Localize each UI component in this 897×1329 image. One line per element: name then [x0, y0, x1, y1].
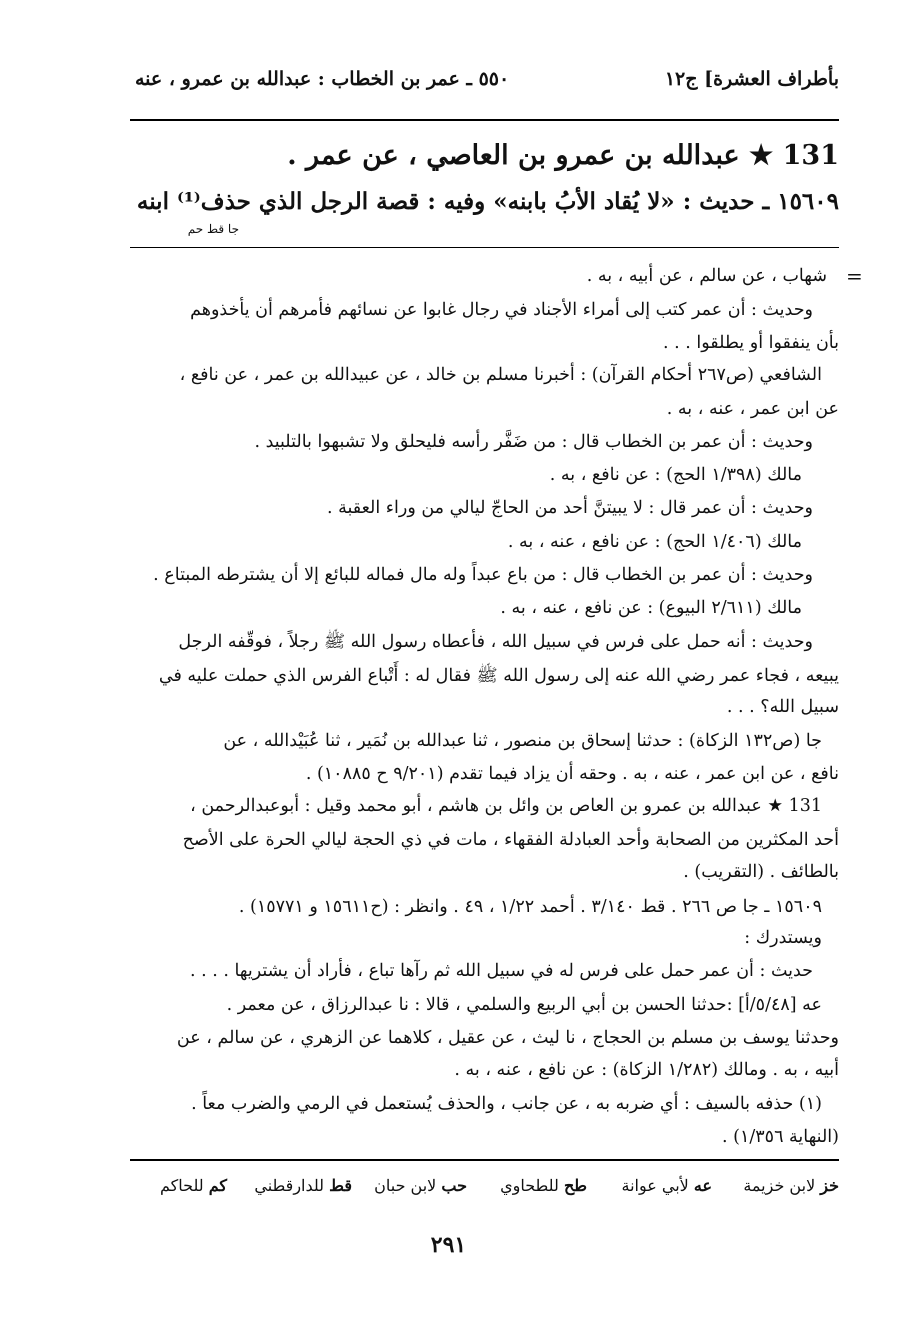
header-section-title: ٥٥٠ ـ عمر بن الخطاب : عبدالله بن عمرو ، عنه: [135, 68, 510, 90]
body-line: سبيل الله؟ . . .: [726, 697, 839, 717]
body-line: يبيعه ، فجاء عمر رضي الله عنه إلى رسول الله ﷺ فقال له : أَتْباع الفرس الذي حملت عليه في: [158, 666, 839, 686]
body-line: عه [٥/٤٨/أ] :حدثنا الحسن بن أبي الربيع والسلمي ، قالا : نا عبدالرزاق ، عن معمر .: [226, 995, 822, 1015]
body-line: ويستدرك :: [744, 928, 822, 948]
header-rule: [130, 119, 839, 121]
musnad-title: 131 ★ عبدالله بن عمرو بن العاصي ، عن عمر .: [287, 140, 839, 171]
body-line: وحديث : أن عمر كتب إلى أمراء الأجناد في رجال غابوا عن نسائهم فأمرهم أن يأخذوهم: [190, 300, 813, 320]
header-book-title: بأطراف العشرة] ج١٢: [664, 68, 839, 90]
body-line: 131 ★ عبدالله بن عمرو بن العاص بن وائل بن هاشم ، أبو محمد وقيل : أبوعبدالرحمن ،: [190, 796, 822, 816]
hadith-sources: جا قط حم: [187, 222, 239, 236]
body-line: أحد المكثرين من الصحابة وأحد العبادلة الفقهاء ، مات في ذي الحجة ليالي الحرة على الأصح: [182, 830, 839, 850]
body-line: مالك (١/٣٩٨ الحج) : عن نافع ، به .: [549, 465, 802, 485]
abbr-item: عه لأبي عوانة: [621, 1176, 712, 1195]
body-line: ١٥٦٠٩ ـ جا ص ٢٦٦ . قط ٣/١٤٠ . أحمد ١/٢٢ ، ٤٩ . وانظر : (ح١٥٦١١ و ١٥٧٧١) .: [238, 897, 822, 917]
footnote-line: (١) حذفه بالسيف : أي ضربه به ، عن جانب ، والحذف يُستعمل في الرمي والضرب معاً .: [191, 1094, 822, 1114]
body-line: شهاب ، عن سالم ، عن أبيه ، به .: [586, 266, 827, 286]
top-divider: [130, 247, 839, 248]
page-number: ٢٩١: [430, 1232, 467, 1258]
body-line: نافع ، عن ابن عمر ، عنه ، به . وحقه أن يزاد فيما تقدم (٩/٢٠١ ح ١٠٨٨٥) .: [305, 764, 839, 784]
body-line: أبيه ، به . ومالك (١/٢٨٢ الزكاة) : عن نافع ، عنه ، به .: [454, 1060, 839, 1080]
body-line: وحدثنا يوسف بن مسلم بن الحجاج ، نا ليث ، عن عقيل ، كلاهما عن الزهري ، عن سالم ، عن: [176, 1028, 839, 1048]
body-line: مالك (١/٤٠٦ الحج) : عن نافع ، عنه ، به .: [507, 532, 802, 552]
abbr-item: خز لابن خزيمة: [743, 1176, 839, 1195]
abbr-item: قط للدارقطني: [254, 1176, 352, 1195]
footer-rule: [130, 1159, 839, 1161]
abbr-item: طح للطحاوي: [500, 1176, 587, 1195]
body-line: وحديث : أن عمر بن الخطاب قال : من باع عبداً وله مال فماله للبائع إلا أن يشترطه المبتاع .: [153, 565, 813, 585]
body-line: عن ابن عمر ، عنه ، به .: [666, 399, 839, 419]
continuation-mark: =: [846, 264, 863, 288]
body-line: وحديث : أن عمر قال : لا يبيتنَّ أحد من الحاجّ ليالي من وراء العقبة .: [326, 498, 813, 518]
hadith-title: ١٥٦٠٩ ـ حديث : «لا يُقاد الأبُ بابنه» وفيه : قصة الرجل الذي حذف⁽¹⁾ ابنه: [136, 188, 839, 215]
abbr-item: كم للحاكم: [160, 1176, 227, 1195]
body-line: حديث : أن عمر حمل على فرس له في سبيل الله ثم رآها تباع ، فأراد أن يشتريها . . . .: [189, 961, 813, 981]
footnote-line: (النهاية ١/٣٥٦) .: [722, 1127, 839, 1147]
body-line: وحديث : أن عمر بن الخطاب قال : من ضَفَّر رأسه فليحلق ولا تشبهوا بالتلبيد .: [254, 432, 813, 452]
body-line: الشافعي (ص٢٦٧ أحكام القرآن) : أخبرنا مسلم بن خالد ، عن عبيدالله بن عمر ، عن نافع ،: [179, 365, 822, 385]
body-line: جا (ص١٣٢ الزكاة) : حدثنا إسحاق بن منصور ، ثنا عبدالله بن نُمَير ، ثنا عُبَيْدالله ، عن: [223, 731, 822, 751]
body-line: مالك (٢/٦١١ البيوع) : عن نافع ، عنه ، به .: [500, 598, 802, 618]
body-line: بأن ينفقوا أو يطلقوا . . .: [663, 333, 839, 353]
body-line: بالطائف . (التقريب) .: [683, 862, 839, 882]
abbr-item: حب لابن حبان: [374, 1176, 467, 1195]
body-line: وحديث : أنه حمل على فرس في سبيل الله ، فأعطاه رسول الله ﷺ رجلاً ، فوقّفه الرجل: [178, 632, 813, 652]
